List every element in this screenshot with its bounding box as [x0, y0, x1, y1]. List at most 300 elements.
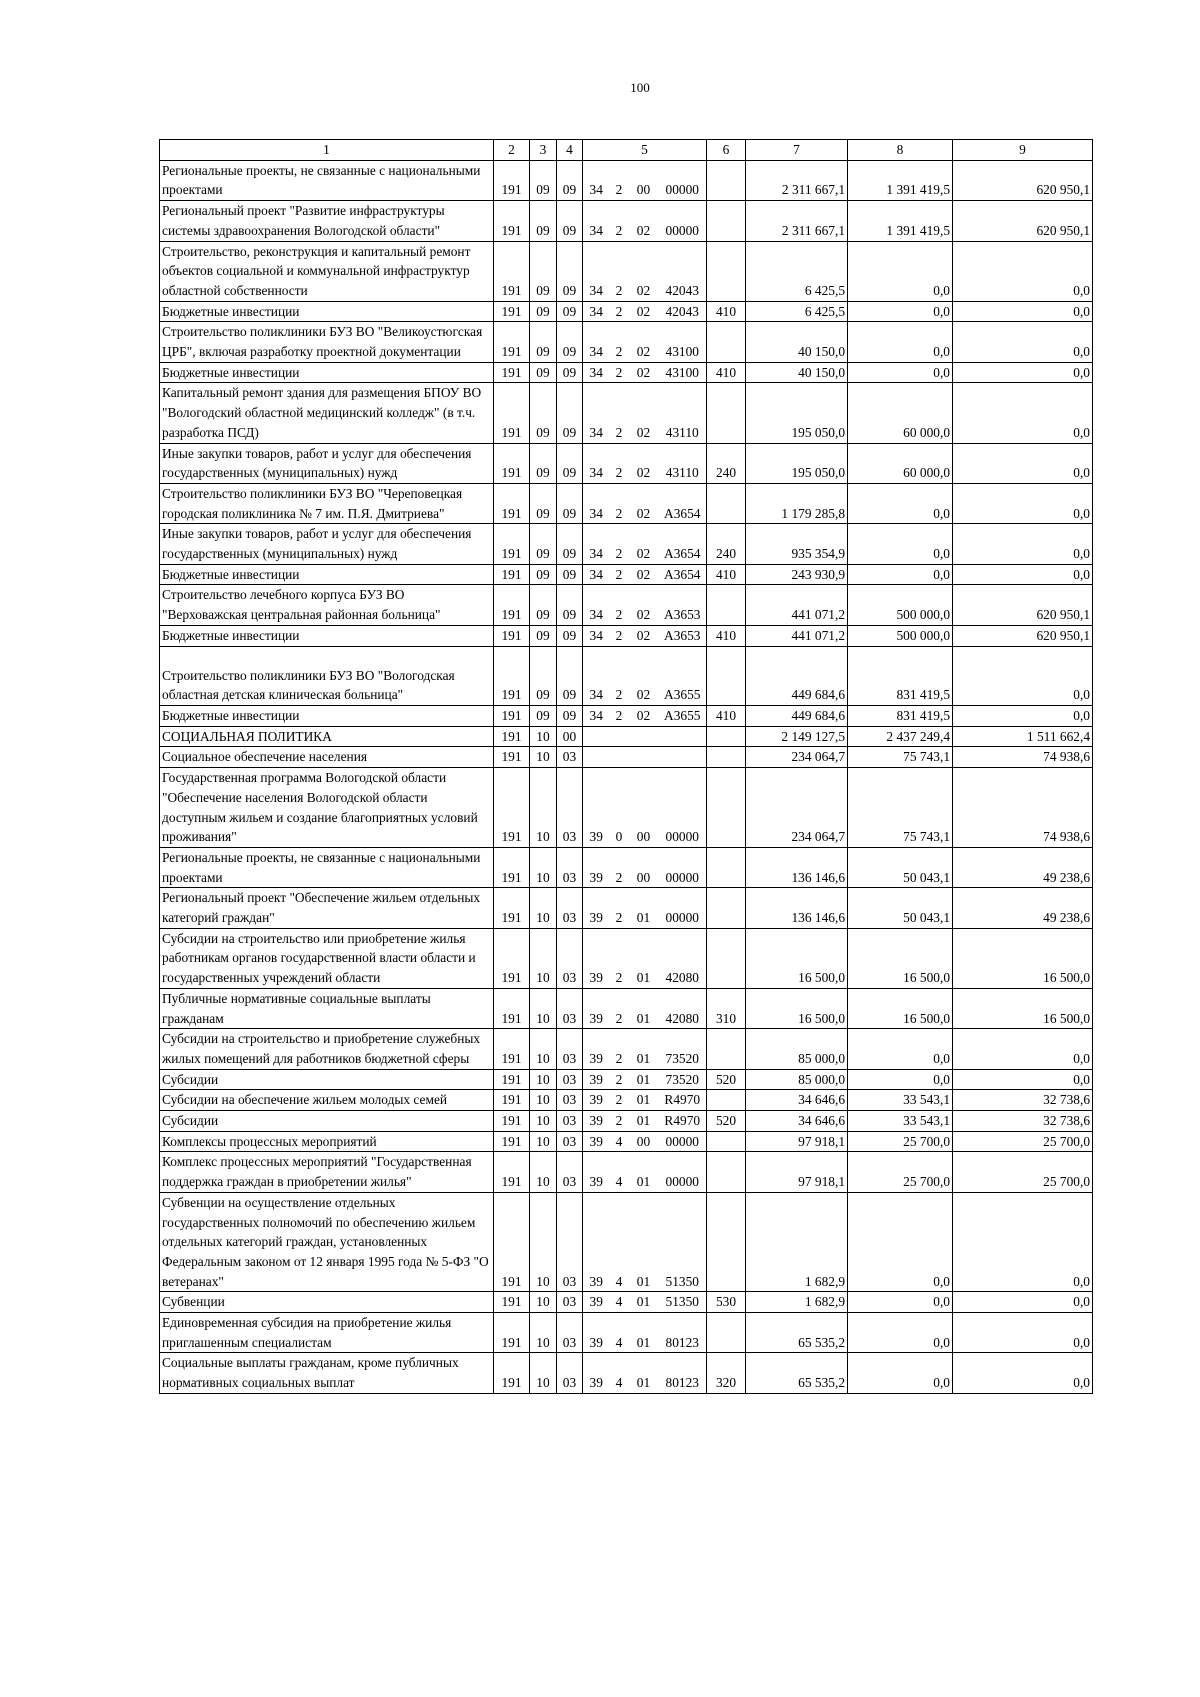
- cell-event-code: 00: [629, 847, 659, 887]
- cell-col-6: [707, 322, 746, 362]
- cell-col-7: 97 918,1: [746, 1131, 848, 1152]
- cell-direction-code: 00000: [659, 1131, 707, 1152]
- cell-program-code: 39: [583, 1069, 610, 1090]
- cell-col-4: 03: [557, 768, 583, 848]
- table-row: [160, 888, 1093, 928]
- cell-col-9: 0,0: [953, 241, 1093, 301]
- cell-program-code: 39: [583, 768, 610, 848]
- cell-col-7: 195 050,0: [746, 443, 848, 483]
- cell-col-9: 620 950,1: [953, 201, 1093, 241]
- table-row: [160, 1353, 1093, 1393]
- cell-col-9: 49 238,6: [953, 847, 1093, 887]
- cell-col-9: 0,0: [953, 362, 1093, 383]
- cell-col-2: 191: [494, 383, 530, 443]
- cell-col-7: 16 500,0: [746, 928, 848, 988]
- cell-col-7: 2 311 667,1: [746, 160, 848, 200]
- cell-col-2: 191: [494, 483, 530, 523]
- cell-event-code: 02: [629, 524, 659, 564]
- cell-subprogram-code: 2: [610, 847, 629, 887]
- column-number-row: [160, 140, 1093, 161]
- cell-col-6: 410: [707, 564, 746, 585]
- cell-col-3: 10: [530, 988, 557, 1028]
- cell-col-8: 16 500,0: [848, 928, 953, 988]
- row-name: Субвенции: [160, 1292, 494, 1313]
- row-name: Субсидии: [160, 1111, 494, 1132]
- cell-col-2: 191: [494, 646, 530, 705]
- row-name: Капитальный ремонт здания для размещения БПОУ ВО "Вологодский областной медицинский колледж" (в т.ч. разработка ПСД): [160, 383, 494, 443]
- cell-col-6: 320: [707, 1353, 746, 1393]
- cell-col-6: 520: [707, 1111, 746, 1132]
- cell-program-code: 34: [583, 483, 610, 523]
- row-name: Строительство поликлиники БУЗ ВО "Великоустюгская ЦРБ", включая разработку проектной документации: [160, 322, 494, 362]
- cell-col-2: 191: [494, 1192, 530, 1292]
- table-row: [160, 160, 1093, 200]
- cell-col-8: 0,0: [848, 1292, 953, 1313]
- cell-col-2: 191: [494, 1131, 530, 1152]
- cell-event-code: 01: [629, 1069, 659, 1090]
- cell-col-3: 09: [530, 301, 557, 322]
- cell-direction-code: 00000: [659, 768, 707, 848]
- cell-col-4: 09: [557, 160, 583, 200]
- cell-col-2: 191: [494, 1292, 530, 1313]
- cell-col-9: 0,0: [953, 301, 1093, 322]
- cell-col-6: [707, 483, 746, 523]
- cell-subprogram-code: 2: [610, 362, 629, 383]
- cell-col-6: [707, 847, 746, 887]
- cell-event-code: 00: [629, 768, 659, 848]
- row-name: Публичные нормативные социальные выплаты гражданам: [160, 988, 494, 1028]
- cell-program-code: [583, 747, 610, 768]
- cell-col-6: 410: [707, 301, 746, 322]
- cell-event-code: 02: [629, 585, 659, 625]
- cell-subprogram-code: 4: [610, 1152, 629, 1192]
- cell-col-6: 240: [707, 524, 746, 564]
- cell-subprogram-code: 4: [610, 1292, 629, 1313]
- cell-subprogram-code: 2: [610, 241, 629, 301]
- cell-direction-code: 43100: [659, 362, 707, 383]
- cell-subprogram-code: 4: [610, 1131, 629, 1152]
- cell-col-2: 191: [494, 322, 530, 362]
- cell-subprogram-code: [610, 726, 629, 747]
- row-name: Государственная программа Вологодской области "Обеспечение населения Вологодской области доступным жильем и создание благоприятных условий проживания": [160, 768, 494, 848]
- cell-program-code: 34: [583, 301, 610, 322]
- cell-subprogram-code: 2: [610, 322, 629, 362]
- row-name: Комплексы процессных мероприятий: [160, 1131, 494, 1152]
- table-body: [160, 160, 1093, 1393]
- cell-col-6: 310: [707, 988, 746, 1028]
- cell-col-6: 530: [707, 1292, 746, 1313]
- cell-event-code: [629, 747, 659, 768]
- cell-col-3: 10: [530, 1292, 557, 1313]
- cell-col-7: 935 354,9: [746, 524, 848, 564]
- table-row: [160, 726, 1093, 747]
- cell-col-9: 25 700,0: [953, 1131, 1093, 1152]
- cell-col-4: 03: [557, 747, 583, 768]
- cell-col-3: 09: [530, 524, 557, 564]
- table-row: [160, 585, 1093, 625]
- cell-col-7: 40 150,0: [746, 362, 848, 383]
- cell-program-code: 34: [583, 646, 610, 705]
- cell-col-9: 74 938,6: [953, 768, 1093, 848]
- cell-col-3: 09: [530, 585, 557, 625]
- cell-col-6: [707, 160, 746, 200]
- cell-col-7: 85 000,0: [746, 1069, 848, 1090]
- cell-col-9: 32 738,6: [953, 1090, 1093, 1111]
- cell-col-6: 410: [707, 705, 746, 726]
- cell-program-code: 39: [583, 988, 610, 1028]
- cell-col-4: 09: [557, 625, 583, 646]
- cell-program-code: 39: [583, 1292, 610, 1313]
- row-name: Строительство лечебного корпуса БУЗ ВО "Верховажская центральная районная больница": [160, 585, 494, 625]
- cell-col-2: 191: [494, 1090, 530, 1111]
- row-name: Единовременная субсидия на приобретение жилья приглашенным специалистам: [160, 1313, 494, 1353]
- cell-col-7: 2 311 667,1: [746, 201, 848, 241]
- table-row: [160, 443, 1093, 483]
- cell-col-2: 191: [494, 160, 530, 200]
- cell-col-9: 620 950,1: [953, 585, 1093, 625]
- cell-col-6: [707, 1313, 746, 1353]
- cell-col-6: 410: [707, 625, 746, 646]
- cell-direction-code: 42043: [659, 241, 707, 301]
- cell-subprogram-code: 2: [610, 564, 629, 585]
- column-header: 9: [953, 140, 1093, 161]
- cell-col-3: 09: [530, 322, 557, 362]
- cell-col-9: 0,0: [953, 1029, 1093, 1069]
- cell-event-code: 02: [629, 201, 659, 241]
- row-name: Строительство поликлиники БУЗ ВО "Вологодская областная детская клиническая больница": [160, 646, 494, 705]
- cell-subprogram-code: 4: [610, 1313, 629, 1353]
- cell-col-6: [707, 1029, 746, 1069]
- cell-col-9: 0,0: [953, 646, 1093, 705]
- cell-event-code: 01: [629, 1313, 659, 1353]
- cell-col-3: 09: [530, 241, 557, 301]
- cell-program-code: 34: [583, 241, 610, 301]
- cell-event-code: 02: [629, 443, 659, 483]
- cell-direction-code: 80123: [659, 1353, 707, 1393]
- cell-col-4: 09: [557, 524, 583, 564]
- cell-col-7: 34 646,6: [746, 1090, 848, 1111]
- cell-col-4: 09: [557, 241, 583, 301]
- cell-event-code: 02: [629, 362, 659, 383]
- cell-program-code: 39: [583, 1313, 610, 1353]
- row-name: Строительство, реконструкция и капитальный ремонт объектов социальной и коммунальной инфраструктур областной собственности: [160, 241, 494, 301]
- cell-col-9: 0,0: [953, 705, 1093, 726]
- row-name: Субсидии на обеспечение жильем молодых семей: [160, 1090, 494, 1111]
- cell-col-4: 03: [557, 1152, 583, 1192]
- cell-program-code: 34: [583, 362, 610, 383]
- cell-col-3: 10: [530, 1131, 557, 1152]
- cell-direction-code: А3655: [659, 705, 707, 726]
- cell-subprogram-code: 2: [610, 1090, 629, 1111]
- cell-subprogram-code: 2: [610, 201, 629, 241]
- cell-col-4: 03: [557, 1069, 583, 1090]
- row-name: Субсидии на строительство и приобретение служебных жилых помещений для работников бюджетной сферы: [160, 1029, 494, 1069]
- cell-col-3: 10: [530, 1313, 557, 1353]
- cell-event-code: 01: [629, 1292, 659, 1313]
- cell-col-6: [707, 768, 746, 848]
- cell-col-3: 10: [530, 928, 557, 988]
- cell-program-code: 39: [583, 1353, 610, 1393]
- cell-col-9: 0,0: [953, 564, 1093, 585]
- cell-col-9: 32 738,6: [953, 1111, 1093, 1132]
- cell-col-8: 0,0: [848, 524, 953, 564]
- cell-col-7: 136 146,6: [746, 847, 848, 887]
- cell-event-code: 01: [629, 1090, 659, 1111]
- row-name: Региональные проекты, не связанные с национальными проектами: [160, 847, 494, 887]
- cell-col-3: 09: [530, 443, 557, 483]
- cell-col-3: 10: [530, 1029, 557, 1069]
- cell-col-6: [707, 1192, 746, 1292]
- cell-col-8: 500 000,0: [848, 625, 953, 646]
- cell-col-9: 16 500,0: [953, 928, 1093, 988]
- cell-col-4: 09: [557, 443, 583, 483]
- cell-event-code: 01: [629, 1029, 659, 1069]
- cell-col-4: 09: [557, 362, 583, 383]
- table-row: [160, 322, 1093, 362]
- cell-event-code: [629, 726, 659, 747]
- cell-col-2: 191: [494, 443, 530, 483]
- cell-col-6: [707, 241, 746, 301]
- cell-col-2: 191: [494, 928, 530, 988]
- cell-col-3: 09: [530, 362, 557, 383]
- column-header: 5: [583, 140, 707, 161]
- cell-event-code: 01: [629, 1152, 659, 1192]
- cell-program-code: 39: [583, 1152, 610, 1192]
- cell-program-code: 34: [583, 585, 610, 625]
- cell-event-code: 02: [629, 564, 659, 585]
- cell-col-3: 10: [530, 747, 557, 768]
- cell-col-9: 0,0: [953, 1313, 1093, 1353]
- cell-col-6: [707, 1152, 746, 1192]
- table-row: [160, 1090, 1093, 1111]
- cell-col-3: 10: [530, 768, 557, 848]
- cell-col-7: 136 146,6: [746, 888, 848, 928]
- cell-subprogram-code: 2: [610, 625, 629, 646]
- cell-subprogram-code: 0: [610, 768, 629, 848]
- cell-col-9: 16 500,0: [953, 988, 1093, 1028]
- cell-event-code: 02: [629, 301, 659, 322]
- cell-event-code: 01: [629, 1111, 659, 1132]
- column-header: 7: [746, 140, 848, 161]
- row-name: Комплекс процессных мероприятий "Государственная поддержка граждан в приобретении жилья": [160, 1152, 494, 1192]
- cell-col-6: 410: [707, 362, 746, 383]
- cell-subprogram-code: 2: [610, 483, 629, 523]
- table-row: [160, 1313, 1093, 1353]
- cell-col-3: 10: [530, 1111, 557, 1132]
- cell-col-3: 09: [530, 646, 557, 705]
- cell-subprogram-code: 2: [610, 585, 629, 625]
- cell-col-2: 191: [494, 1353, 530, 1393]
- cell-col-7: 6 425,5: [746, 241, 848, 301]
- cell-col-4: 09: [557, 201, 583, 241]
- cell-col-7: 441 071,2: [746, 625, 848, 646]
- cell-col-9: 0,0: [953, 1292, 1093, 1313]
- cell-program-code: 39: [583, 847, 610, 887]
- budget-table: [159, 139, 1093, 1394]
- row-name: Региональный проект "Развитие инфраструктуры системы здравоохранения Вологодской области": [160, 201, 494, 241]
- cell-direction-code: 00000: [659, 847, 707, 887]
- cell-col-7: 65 535,2: [746, 1353, 848, 1393]
- table-row: [160, 301, 1093, 322]
- cell-col-6: [707, 1131, 746, 1152]
- cell-subprogram-code: 2: [610, 301, 629, 322]
- cell-col-2: 191: [494, 1313, 530, 1353]
- cell-col-7: 449 684,6: [746, 646, 848, 705]
- cell-col-9: 0,0: [953, 1192, 1093, 1292]
- cell-program-code: 39: [583, 1192, 610, 1292]
- cell-col-2: 191: [494, 988, 530, 1028]
- cell-col-4: 03: [557, 1353, 583, 1393]
- column-header: 2: [494, 140, 530, 161]
- cell-col-7: 16 500,0: [746, 988, 848, 1028]
- cell-subprogram-code: 2: [610, 928, 629, 988]
- cell-program-code: 39: [583, 1090, 610, 1111]
- cell-subprogram-code: 2: [610, 646, 629, 705]
- cell-col-2: 191: [494, 524, 530, 564]
- cell-col-4: 09: [557, 483, 583, 523]
- cell-col-2: 191: [494, 768, 530, 848]
- cell-direction-code: 51350: [659, 1292, 707, 1313]
- cell-col-3: 09: [530, 160, 557, 200]
- cell-program-code: [583, 726, 610, 747]
- cell-subprogram-code: 2: [610, 1111, 629, 1132]
- cell-subprogram-code: 4: [610, 1192, 629, 1292]
- cell-col-4: 09: [557, 646, 583, 705]
- cell-event-code: 01: [629, 988, 659, 1028]
- cell-event-code: 02: [629, 646, 659, 705]
- cell-col-9: 0,0: [953, 1353, 1093, 1393]
- cell-direction-code: R4970: [659, 1090, 707, 1111]
- cell-col-4: 09: [557, 585, 583, 625]
- cell-col-2: 191: [494, 201, 530, 241]
- cell-col-9: 0,0: [953, 1069, 1093, 1090]
- cell-direction-code: А3655: [659, 646, 707, 705]
- cell-col-8: 0,0: [848, 241, 953, 301]
- cell-program-code: 34: [583, 443, 610, 483]
- cell-col-8: 60 000,0: [848, 383, 953, 443]
- cell-col-7: 97 918,1: [746, 1152, 848, 1192]
- cell-direction-code: А3654: [659, 524, 707, 564]
- cell-col-4: 03: [557, 888, 583, 928]
- cell-col-3: 09: [530, 201, 557, 241]
- cell-col-2: 191: [494, 564, 530, 585]
- cell-col-9: 25 700,0: [953, 1152, 1093, 1192]
- cell-subprogram-code: 2: [610, 160, 629, 200]
- cell-col-8: 0,0: [848, 1353, 953, 1393]
- cell-event-code: 02: [629, 705, 659, 726]
- cell-col-8: 0,0: [848, 483, 953, 523]
- cell-event-code: 00: [629, 160, 659, 200]
- cell-col-3: 10: [530, 1090, 557, 1111]
- cell-direction-code: 00000: [659, 160, 707, 200]
- cell-col-7: 1 179 285,8: [746, 483, 848, 523]
- cell-col-4: 03: [557, 928, 583, 988]
- cell-direction-code: 42080: [659, 928, 707, 988]
- table-row: [160, 1069, 1093, 1090]
- cell-direction-code: 42043: [659, 301, 707, 322]
- cell-col-2: 191: [494, 301, 530, 322]
- cell-event-code: 01: [629, 1192, 659, 1292]
- cell-event-code: 02: [629, 241, 659, 301]
- cell-direction-code: 73520: [659, 1029, 707, 1069]
- cell-col-8: 33 543,1: [848, 1111, 953, 1132]
- cell-col-8: 50 043,1: [848, 888, 953, 928]
- cell-col-9: 0,0: [953, 322, 1093, 362]
- cell-col-8: 0,0: [848, 564, 953, 585]
- cell-direction-code: [659, 747, 707, 768]
- row-name: Региональные проекты, не связанные с национальными проектами: [160, 160, 494, 200]
- cell-col-2: 191: [494, 1111, 530, 1132]
- cell-col-7: 449 684,6: [746, 705, 848, 726]
- table-row: [160, 1292, 1093, 1313]
- table-row: [160, 524, 1093, 564]
- cell-col-2: 191: [494, 1152, 530, 1192]
- page-number: 100: [630, 80, 650, 95]
- row-name: Иные закупки товаров, работ и услуг для обеспечения государственных (муниципальных) нужд: [160, 524, 494, 564]
- cell-col-3: 09: [530, 383, 557, 443]
- cell-direction-code: 43110: [659, 383, 707, 443]
- cell-col-2: 191: [494, 362, 530, 383]
- cell-col-8: 75 743,1: [848, 768, 953, 848]
- cell-col-3: 10: [530, 726, 557, 747]
- cell-col-2: 191: [494, 1029, 530, 1069]
- cell-col-2: 191: [494, 705, 530, 726]
- row-name: Строительство поликлиники БУЗ ВО "Череповецкая городская поликлиника № 7 им. П.Я. Дмитриева": [160, 483, 494, 523]
- cell-event-code: 02: [629, 383, 659, 443]
- table-row: [160, 1131, 1093, 1152]
- column-header: 6: [707, 140, 746, 161]
- cell-event-code: 02: [629, 322, 659, 362]
- cell-col-4: 09: [557, 322, 583, 362]
- cell-col-8: 25 700,0: [848, 1152, 953, 1192]
- row-name: Бюджетные инвестиции: [160, 564, 494, 585]
- cell-col-6: [707, 928, 746, 988]
- cell-program-code: 34: [583, 322, 610, 362]
- table-row: [160, 988, 1093, 1028]
- cell-col-4: 03: [557, 1292, 583, 1313]
- cell-direction-code: А3653: [659, 625, 707, 646]
- cell-col-2: 191: [494, 726, 530, 747]
- table-row: [160, 362, 1093, 383]
- cell-col-8: 1 391 419,5: [848, 160, 953, 200]
- row-name: Бюджетные инвестиции: [160, 301, 494, 322]
- cell-col-2: 191: [494, 625, 530, 646]
- cell-col-8: 75 743,1: [848, 747, 953, 768]
- cell-subprogram-code: [610, 747, 629, 768]
- cell-col-8: 0,0: [848, 1069, 953, 1090]
- cell-subprogram-code: 2: [610, 705, 629, 726]
- cell-col-8: 0,0: [848, 322, 953, 362]
- cell-subprogram-code: 2: [610, 888, 629, 928]
- cell-col-9: 0,0: [953, 524, 1093, 564]
- cell-col-8: 25 700,0: [848, 1131, 953, 1152]
- cell-subprogram-code: 2: [610, 524, 629, 564]
- cell-direction-code: А3654: [659, 564, 707, 585]
- cell-col-8: 60 000,0: [848, 443, 953, 483]
- cell-direction-code: А3653: [659, 585, 707, 625]
- cell-col-3: 10: [530, 847, 557, 887]
- cell-direction-code: R4970: [659, 1111, 707, 1132]
- table-row: [160, 383, 1093, 443]
- cell-col-8: 0,0: [848, 362, 953, 383]
- row-name: Субсидии на строительство или приобретение жилья работникам органов государственной власти области и государственных учреждений области: [160, 928, 494, 988]
- cell-col-3: 10: [530, 1069, 557, 1090]
- cell-program-code: 34: [583, 524, 610, 564]
- row-name: Иные закупки товаров, работ и услуг для обеспечения государственных (муниципальных) нужд: [160, 443, 494, 483]
- cell-col-7: 85 000,0: [746, 1029, 848, 1069]
- cell-direction-code: 42080: [659, 988, 707, 1028]
- cell-subprogram-code: 4: [610, 1353, 629, 1393]
